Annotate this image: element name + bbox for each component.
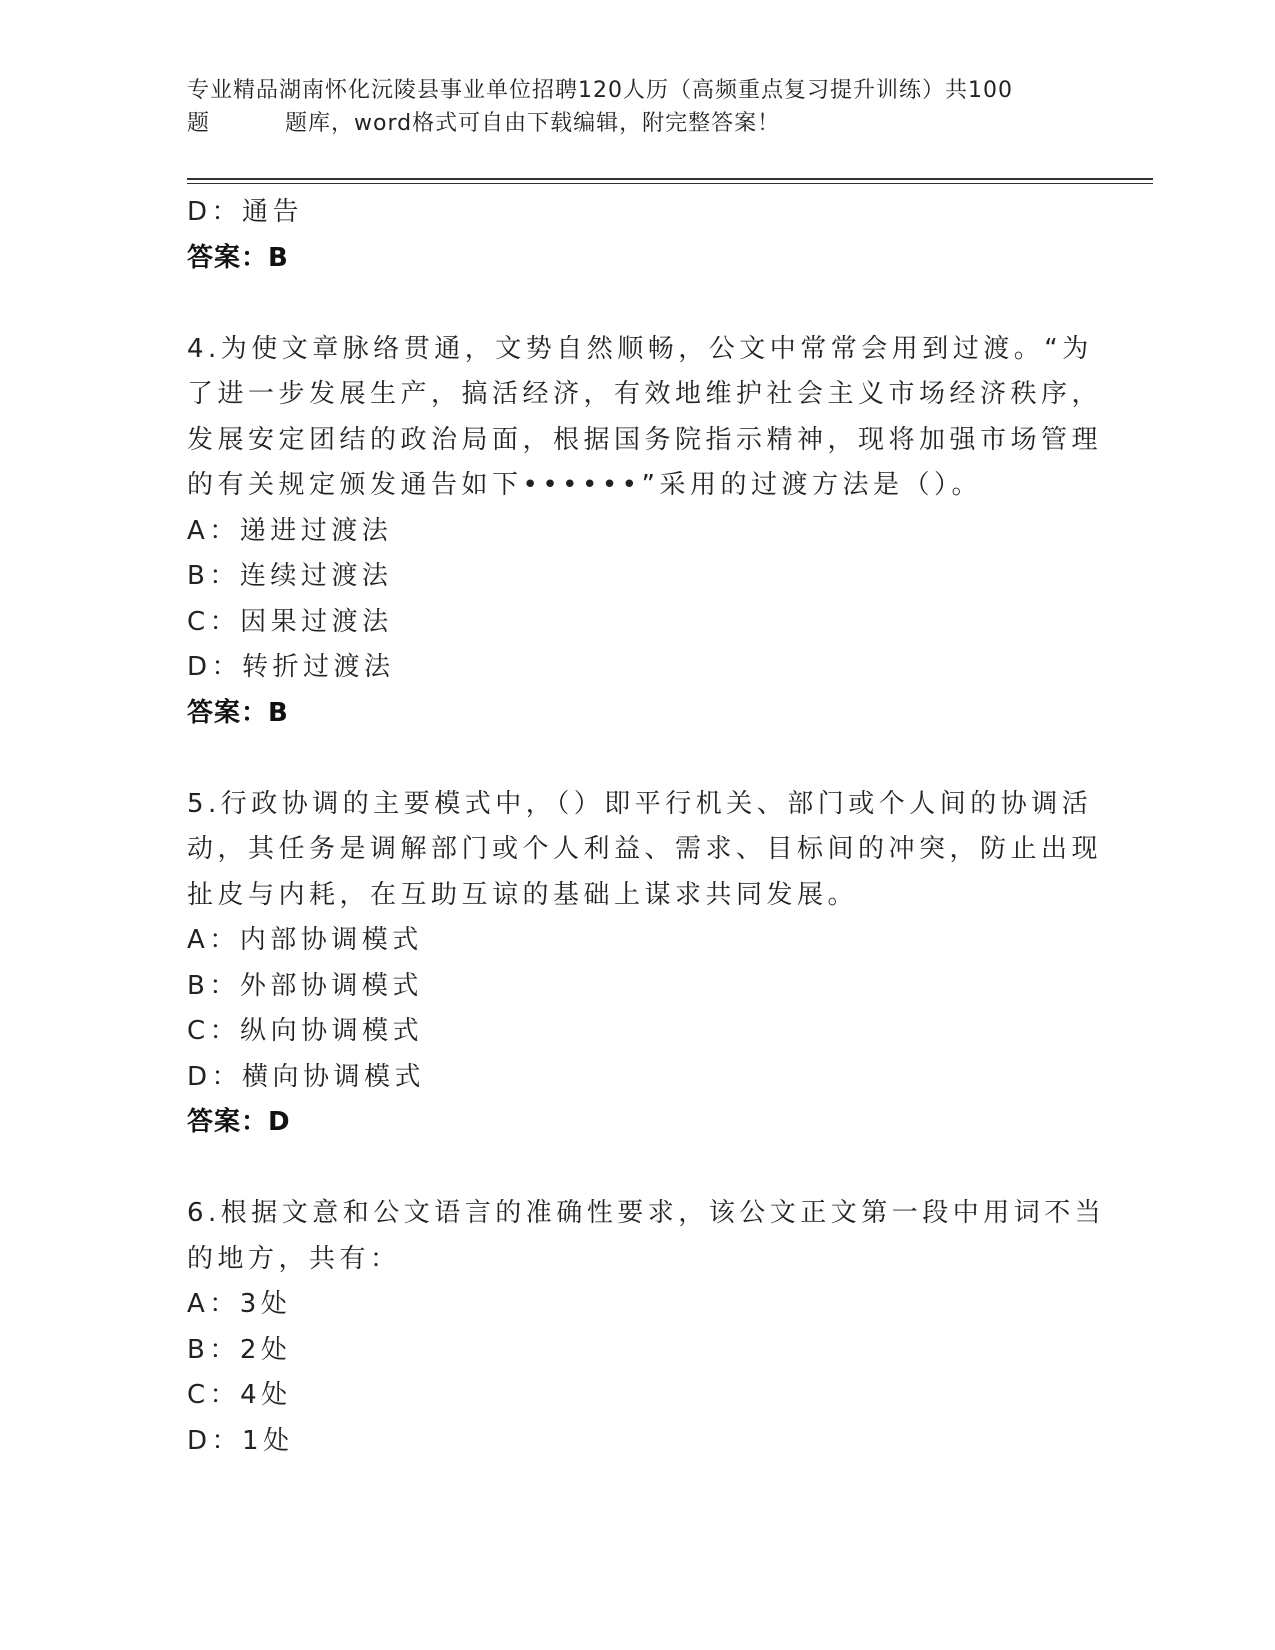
option-b: B：外部协调模式 — [187, 970, 423, 1001]
option-a: A：3处 — [187, 1289, 292, 1319]
option-d: D：横向协调模式 — [187, 1061, 426, 1092]
header-line-2-prefix: 题 — [187, 111, 211, 136]
option-b: B：连续过渡法 — [187, 561, 393, 591]
option-a: A：内部协调模式 — [187, 925, 423, 955]
spacer — [187, 1146, 1067, 1192]
header-line-1: 专业精品湖南怀化沅陵县事业单位招聘120人历（高频重点复习提升训练）共100 — [187, 78, 1013, 103]
header-divider-thin — [187, 183, 1153, 184]
question-text-line: 4.为使文章脉络贯通，文势自然顺畅，公文中常常会用到过渡。“为 — [187, 333, 1093, 364]
question-text-line: 动，其任务是调解部门或个人利益、需求、目标间的冲突，防止出现 — [187, 834, 1103, 864]
option-d: D：通告 — [187, 197, 304, 227]
question-text-line: 扯皮与内耗，在互助互谅的基础上谋求共同发展。 — [187, 879, 859, 910]
header-line-2 — [187, 107, 1087, 140]
spacer — [187, 736, 1067, 782]
option-d: D：转折过渡法 — [187, 652, 395, 682]
option-a: A：递进过渡法 — [187, 515, 393, 546]
question-6 — [187, 1191, 1106, 1464]
option-b: B：2处 — [187, 1334, 292, 1365]
answer: 答案：D — [187, 1107, 291, 1137]
question-text-line: 了进一步发展生产，搞活经济，有效地维护社会主义市场经济秩序， — [187, 379, 1103, 409]
document-header — [187, 74, 1087, 140]
option-c: C：纵向协调模式 — [187, 1016, 424, 1046]
question-text-line: 发展安定团结的政治局面，根据国务院指示精神，现将加强市场管理 — [187, 424, 1103, 455]
question-text-line: 5.行政协调的主要模式中，（）即平行机关、部门或个人间的协调活 — [187, 788, 1093, 819]
question-5 — [187, 782, 1103, 1146]
document-body — [187, 190, 1106, 1464]
question-4 — [187, 327, 1103, 737]
option-c: C：4处 — [187, 1380, 292, 1410]
option-c: C：因果过渡法 — [187, 606, 393, 637]
spacer — [187, 281, 1067, 327]
header-line-2-text: 题库，word格式可自由下载编辑，附完整答案！ — [285, 111, 781, 136]
question-text-line: 6.根据文意和公文语言的准确性要求，该公文正文第一段中用词不当 — [187, 1198, 1106, 1228]
question-text-line: 的地方，共有： — [187, 1243, 401, 1274]
header-divider-thick — [187, 178, 1153, 180]
answer: 答案：B — [187, 697, 289, 728]
option-d: D：1处 — [187, 1425, 294, 1456]
answer: 答案：B — [187, 242, 289, 273]
question-text-line: 的有关规定颁发通告如下••••••”采用的过渡方法是（）。 — [187, 470, 982, 500]
header-gap — [210, 107, 285, 140]
